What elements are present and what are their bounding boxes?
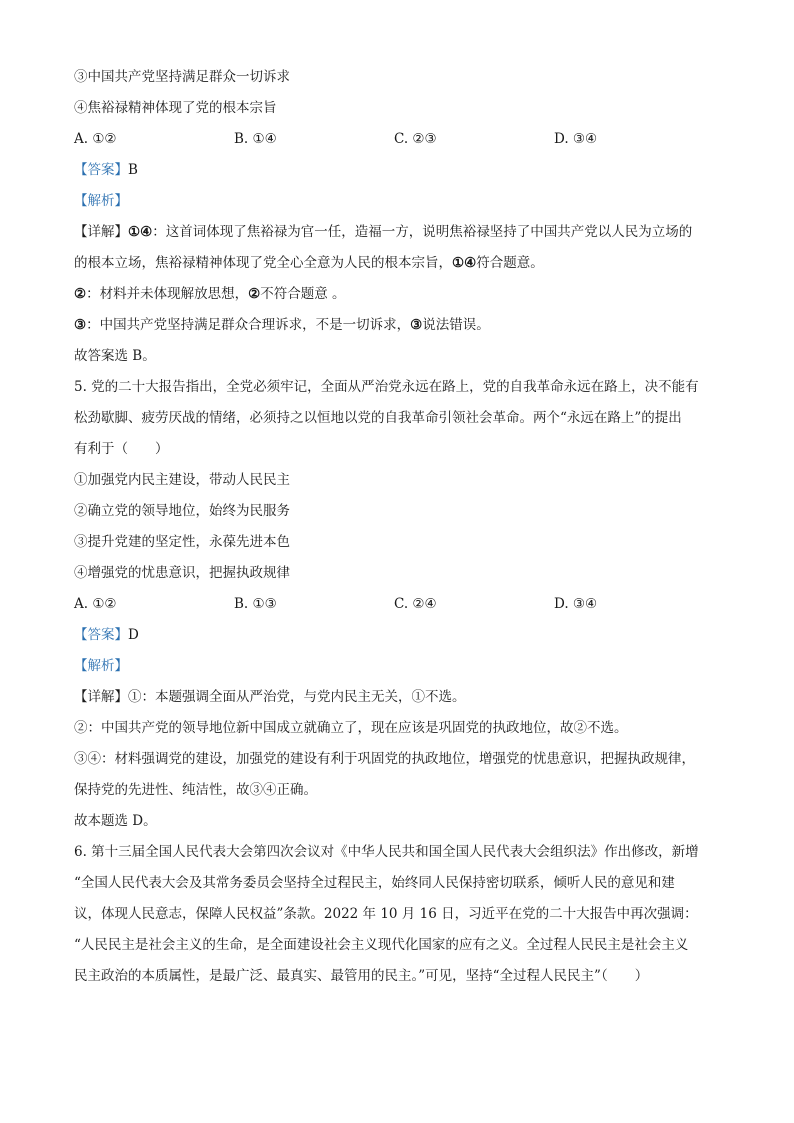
detail-text: ：中国共产党坚持满足群众合理诉求，不是一切诉求， [86, 317, 411, 333]
q5-item-3: ③提升党建的坚定性，永葆先进本色 [74, 534, 290, 550]
detail-tag: 【详解】 [74, 689, 128, 705]
detail-key: ③ [74, 317, 87, 333]
q5-option-a: A. ①② [74, 596, 117, 612]
detail-text: ①：本题强调全面从严治党，与党内民主无关，①不选。 [128, 689, 466, 705]
q6-stem-line-1: 6. 第十三届全国人民代表大会第四次会议对《中华人民共和国全国人民代表大会组织法》作出修改，新增 [74, 844, 699, 860]
q5-conclusion: 故本题选 D。 [74, 813, 157, 829]
q5-stem-line-1: 5. 党的二十大报告指出，全党必须牢记，全面从严治党永远在路上，党的自我革命永远在路上，决不能有 [74, 379, 699, 395]
detail-key: ①④ [128, 224, 153, 240]
q5-options [74, 589, 724, 620]
q5-item-2: ②确立党的领导地位，始终为民服务 [74, 503, 290, 519]
q4-detail-1-cont [74, 248, 724, 279]
q4-analysis [74, 186, 724, 217]
detail-key: ③ [410, 317, 423, 333]
q6-stem-line-5: 民主政治的本质属性，是最广泛、最真实、最管用的民主。”可见，坚持“全过程人民民主”（ ） [74, 968, 649, 984]
q5-analysis [74, 651, 724, 682]
q5-detail-3: ③④：材料强调党的建设，加强党的建设有利于巩固党的执政地位，增强党的忧患意识，把握执政规律， [74, 751, 695, 767]
detail-text: ：这首词体现了焦裕禄为官一任，造福一方，说明焦裕禄坚持了中国共产党以人民为立场的 [152, 224, 693, 240]
answer-tag: 【答案】 [74, 627, 128, 643]
analysis-tag: 【解析】 [74, 658, 128, 674]
q5-detail-2: ②：中国共产党的领导地位新中国成立就确立了，现在应该是巩固党的执政地位，故②不选。 [74, 720, 628, 736]
detail-text: 说法错误。 [422, 317, 490, 333]
q5-answer [74, 620, 724, 651]
q5-item-4: ④增强党的忧患意识，把握执政规律 [74, 565, 290, 581]
q5-stem-line-2: 松劲歇脚、疲劳厌战的情绪，必须持之以恒地以党的自我革命引领社会革命。两个“永远在路上”的提出 [74, 410, 682, 426]
q4-conclusion: 故答案选 B。 [74, 348, 156, 364]
detail-key: ①④ [452, 255, 477, 271]
detail-text: 不符合题意 。 [260, 286, 346, 302]
q5-item-1: ①加强党内民主建设，带动人民民主 [74, 472, 290, 488]
detail-tag: 【详解】 [74, 224, 128, 240]
q5-detail-1 [74, 682, 724, 713]
q4-option-c: C. ②③ [394, 131, 437, 147]
q4-option-b: B. ①④ [234, 131, 277, 147]
answer-value: D [128, 627, 139, 643]
q5-stem-line-3: 有利于（ ） [74, 441, 169, 457]
q6-stem-line-4: “人民民主是社会主义的生命，是全面建设社会主义现代化国家的应有之义。全过程人民民主是社会主义 [74, 937, 689, 953]
q4-detail-3 [74, 310, 724, 341]
detail-key: ② [74, 286, 87, 302]
q6-stem-line-2: “全国人民代表大会及其常务委员会坚持全过程民主，始终同人民保持密切联系，倾听人民的意见和建 [74, 875, 675, 891]
analysis-tag: 【解析】 [74, 193, 128, 209]
q6-stem-line-3: 议，体现人民意志，保障人民权益”条款。2022 年 10 月 16 日，习近平在党的二十大报告中再次强调： [74, 906, 698, 922]
detail-text: ：材料并未体现解放思想， [86, 286, 249, 302]
q5-option-d: D. ③④ [554, 596, 598, 612]
q4-item-4: ④焦裕禄精神体现了党的根本宗旨 [74, 100, 277, 116]
answer-tag: 【答案】 [74, 162, 128, 178]
detail-text: 符合题意。 [476, 255, 544, 271]
q4-options [74, 124, 724, 155]
q4-answer [74, 155, 724, 186]
detail-key: ② [248, 286, 261, 302]
q4-detail-1 [74, 217, 724, 248]
answer-value: B [128, 162, 138, 178]
q4-option-a: A. ①② [74, 131, 117, 147]
document-page [74, 62, 724, 992]
q5-option-b: B. ①③ [234, 596, 277, 612]
detail-text: 的根本立场，焦裕禄精神体现了党全心全意为人民的根本宗旨， [74, 255, 452, 271]
q4-detail-2 [74, 279, 724, 310]
q4-option-d: D. ③④ [554, 131, 598, 147]
q5-option-c: C. ②④ [394, 596, 437, 612]
q5-detail-3-cont: 保持党的先进性、纯洁性，故③④正确。 [74, 782, 317, 798]
q4-item-3: ③中国共产党坚持满足群众一切诉求 [74, 69, 290, 85]
